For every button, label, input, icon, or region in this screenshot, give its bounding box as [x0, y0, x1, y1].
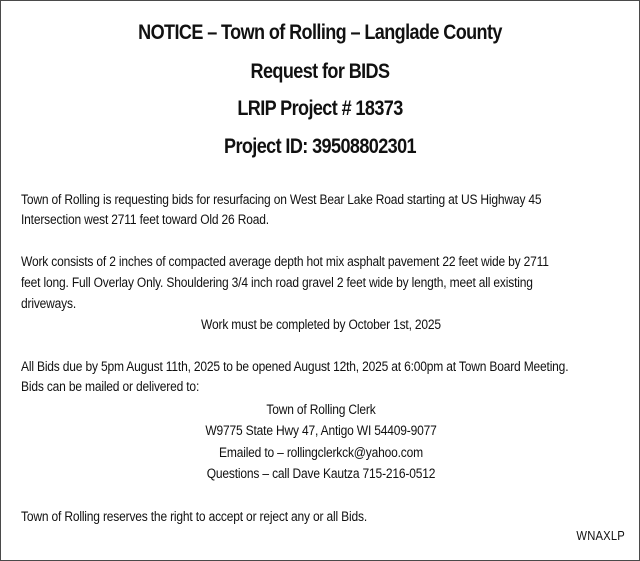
project-number-heading: LRIP Project # 18373	[237, 97, 403, 120]
publication-code: WNAXLP	[576, 529, 625, 543]
completion-deadline: Work must be completed by October 1st, 2025	[201, 317, 441, 332]
contact-name: Town of Rolling Clerk	[266, 402, 376, 417]
paragraph-3-line-2: Bids can be mailed or delivered to:	[21, 379, 200, 394]
paragraph-3-line-1: All Bids due by 5pm August 11th, 2025 to be opened August 12th, 2025 at 6:00pm at Town Board Meeting.	[21, 359, 569, 374]
notice-heading: NOTICE – Town of Rolling – Langlade County	[138, 21, 502, 44]
paragraph-2-line-2: feet long. Full Overlay Only. Shouldering 3/4 inch road gravel 2 feet wide by length, meet all existing	[21, 275, 533, 290]
request-heading: Request for BIDS	[250, 60, 390, 83]
paragraph-2-line-3: driveways.	[21, 296, 76, 311]
paragraph-1-line-1: Town of Rolling is requesting bids for resurfacing on West Bear Lake Road starting at US Highway 45	[21, 192, 542, 207]
contact-email: Emailed to – rollingclerkck@yahoo.com	[219, 445, 423, 460]
paragraph-2-line-1: Work consists of 2 inches of compacted average depth hot mix asphalt pavement 22 feet wide by 2711	[21, 254, 549, 269]
closing-statement: Town of Rolling reserves the right to accept or reject any or all Bids.	[21, 509, 367, 524]
paragraph-1-line-2: Intersection west 2711 feet toward Old 26 Road.	[21, 212, 269, 227]
contact-phone: Questions – call Dave Kautza 715-216-0512	[206, 466, 436, 481]
project-id-heading: Project ID: 39508802301	[224, 135, 416, 158]
contact-address: W9775 State Hwy 47, Antigo WI 54409-9077	[205, 423, 437, 438]
